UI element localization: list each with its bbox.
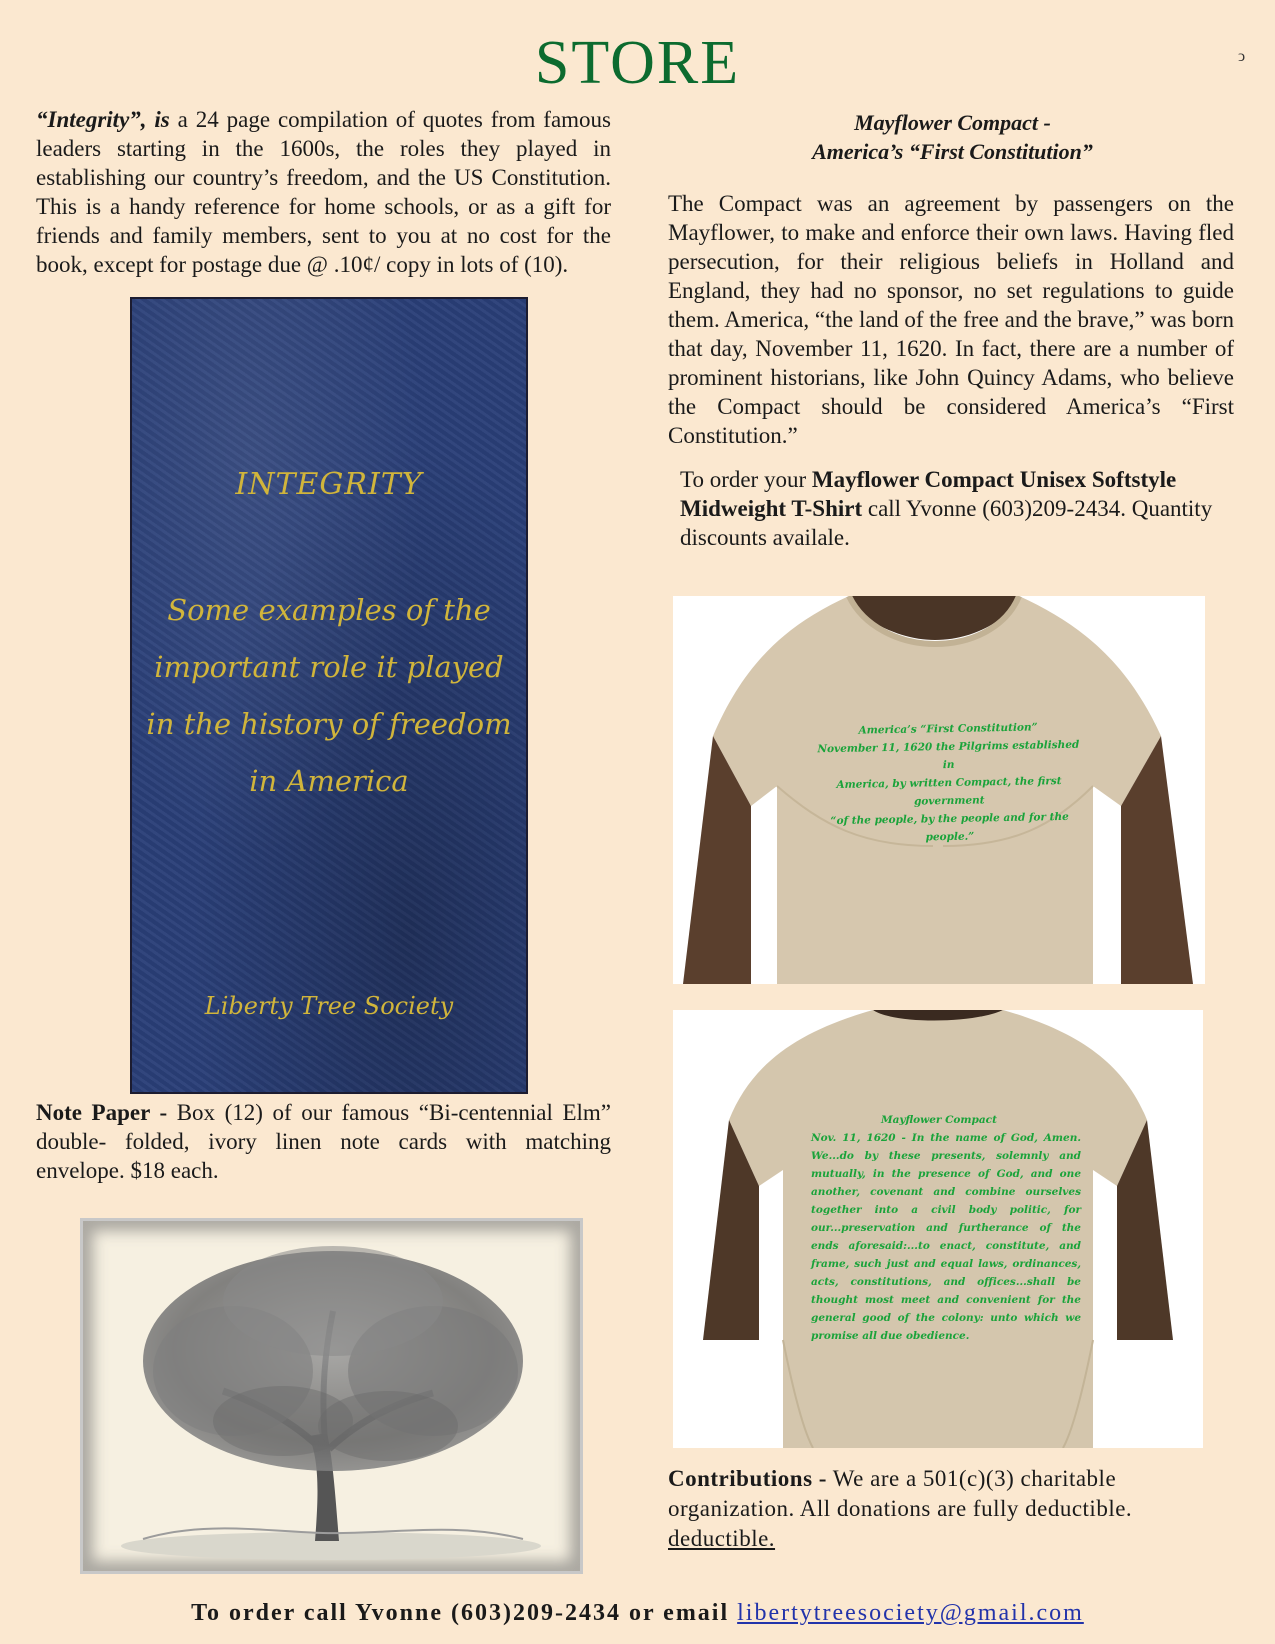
book-subtitle-line: in the history of freedom: [146, 707, 512, 741]
book-publisher: Liberty Tree Society: [204, 992, 454, 1020]
book-subtitle: [132, 582, 526, 810]
book-subtitle-line: important role it played: [154, 650, 504, 684]
integrity-lead: “Integrity”, is: [36, 107, 170, 132]
contributions-lead: Contributions -: [668, 1466, 827, 1491]
tshirt-front-print: [817, 718, 1081, 849]
corner-mark: ↄ: [1238, 48, 1246, 65]
order-suffix: call Yvonne (603)209-2434. Quantity discounts availale.: [680, 496, 1213, 550]
front-print-line: “of the people, by the people and for the people.”: [830, 810, 1069, 844]
page-title: STORE: [534, 29, 741, 97]
tshirt-back-image: [673, 1010, 1203, 1448]
book-title: INTEGRITY: [235, 467, 423, 502]
front-print-line: November 11, 1620 the Pilgrims established in: [817, 738, 1080, 772]
email-link[interactable]: libertytreesociety@gmail.com: [737, 1600, 1084, 1626]
integrity-description: [36, 105, 611, 279]
tshirt-front-image: [673, 596, 1205, 984]
order-prefix: To order your: [680, 467, 812, 492]
tshirt-back-print: [811, 1111, 1081, 1345]
front-print-line: America, by written Compact, the first government: [836, 775, 1062, 808]
order-product: Mayflower Compact Unisex Softstyle Midweight T-Shirt: [680, 467, 1177, 521]
elm-tree-image: [80, 1218, 583, 1574]
compact-heading: [665, 108, 1240, 166]
contributions-text: We are a 501(c)(3) charitable organization. All donations are fully deductible.: [668, 1466, 1133, 1521]
front-print-line: America’s “First Constitution”: [858, 721, 1038, 737]
compact-description: The Compact was an agreement by passengers on the Mayflower, to make and enforce their own laws. Having fled persecution, for their religious beliefs in Holland and England, they had no sponsor, no set regulations to guide them. America, “the land of the free and the brave,” was born that day, November 11, 1620. In fact, there are a number of prominent historians, like John Quincy Adams, who believe the Compact should be considered America’s “First Constitution.”: [668, 191, 1234, 448]
tshirt-order-info: [680, 465, 1240, 552]
back-print-text: Nov. 11, 1620 - In the name of God, Amen. We...do by these presents, solemnly and mutually, in the presence of God, and one another, covenant and combine ourselves together into a civil body politic, for our...preservation and furtherance of the ends aforesaid:...to enact, constitute, and frame, such just and equal laws, ordinances, acts, constitutions, and offices...shall be thought most meet and convenient for the general good of the colony: unto which we promise all due obedience.: [811, 1132, 1081, 1342]
integrity-book-cover: [130, 297, 528, 1094]
note-paper-text: Box (12) of our famous “Bi-centennial Elm” double- folded, ivory linen note cards with matching envelope. $18 each.: [36, 1100, 612, 1183]
order-footer: [0, 1600, 1275, 1627]
back-print-heading: Mayflower Compact: [881, 1114, 997, 1126]
elm-tree-icon: [83, 1221, 580, 1571]
book-subtitle-line: Some examples of the: [167, 593, 491, 627]
book-subtitle-line: in America: [249, 764, 409, 798]
contributions-info: [668, 1464, 1238, 1554]
compact-heading-line1: Mayflower Compact -: [854, 110, 1051, 135]
footer-text: To order call Yvonne (603)209-2434 or email: [191, 1600, 738, 1626]
note-paper-description: [36, 1098, 611, 1185]
compact-heading-line2: America’s “First Constitution”: [812, 139, 1093, 164]
contributions-extra: deductible.: [668, 1526, 776, 1551]
note-paper-lead: Note Paper -: [36, 1100, 168, 1125]
integrity-text: a 24 page compilation of quotes from famous leaders starting in the 1600s, the roles they played in establishing our country’s freedom, and the US Constitution. This is a handy reference for home schools, or as a gift for friends and family members, sent to you at no cost for the book, except for postage due @ .10¢/ copy in lots of (10).: [36, 107, 611, 277]
